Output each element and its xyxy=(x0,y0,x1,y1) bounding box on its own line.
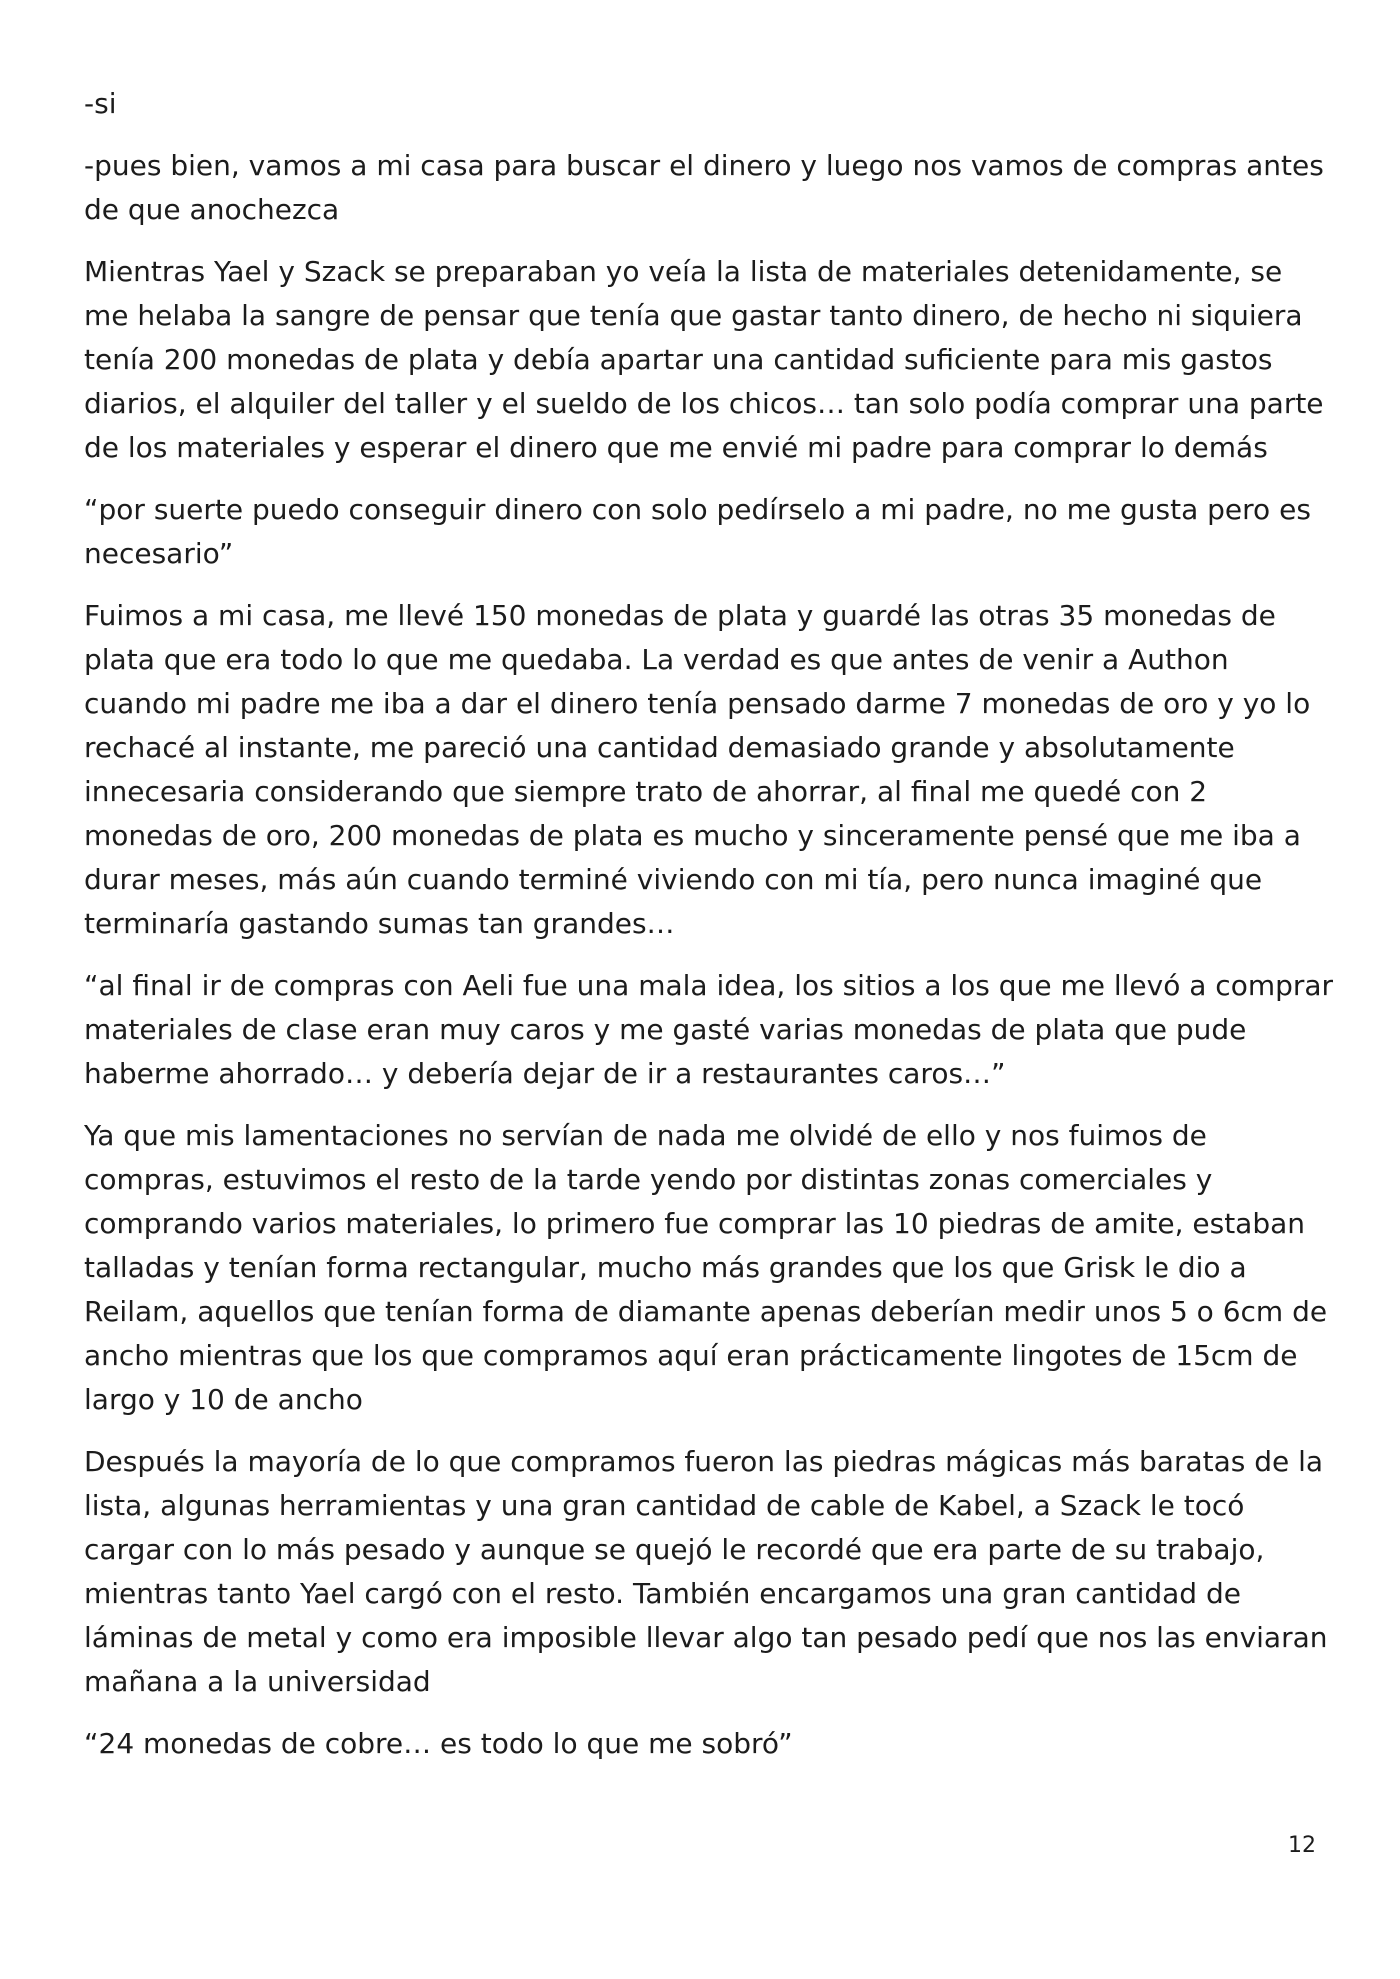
text-body xyxy=(84,82,1334,1784)
paragraph: “por suerte puedo conseguir dinero con solo pedírselo a mi padre, no me gusta pero es necesario” xyxy=(84,493,1311,570)
paragraph: -pues bien, vamos a mi casa para buscar el dinero y luego nos vamos de compras antes de que anochezca xyxy=(84,149,1324,226)
page-number: 12 xyxy=(1288,1833,1316,1858)
paragraph: Mientras Yael y Szack se preparaban yo veía la lista de materiales detenidamente, se me helaba la sangre de pensar que tenía que gastar tanto dinero, de hecho ni siquiera tenía 200 monedas de plata y debía apartar una cantidad suficiente para mis gastos diarios, el alquiler del taller y el sueldo de los chicos… tan solo podía comprar una parte de los materiales y esperar el dinero que me envié mi padre para comprar lo demás xyxy=(84,255,1324,464)
paragraph: “24 monedas de cobre… es todo lo que me sobró” xyxy=(84,1727,793,1760)
paragraph: Fuimos a mi casa, me llevé 150 monedas de plata y guardé las otras 35 monedas de plata que era todo lo que me quedaba. La verdad es que antes de venir a Authon cuando mi padre me iba a dar el dinero tenía pensado darme 7 monedas de oro y yo lo rechacé al instante, me pareció una cantidad demasiado grande y absolutamente innecesaria considerando que siempre trato de ahorrar, al final me quedé con 2 monedas de oro, 200 monedas de plata es mucho y sinceramente pensé que me iba a durar meses, más aún cuando terminé viviendo con mi tía, pero nunca imaginé que terminaría gastando sumas tan grandes… xyxy=(84,599,1311,940)
paragraph: Después la mayoría de lo que compramos fueron las piedras mágicas más baratas de la lista, algunas herramientas y una gran cantidad de cable de Kabel, a Szack le tocó cargar con lo más pesado y aunque se quejó le recordé que era parte de su trabajo, mientras tanto Yael cargó con el resto. También encargamos una gran cantidad de láminas de metal y como era imposible llevar algo tan pesado pedí que nos las enviaran mañana a la universidad xyxy=(84,1445,1328,1698)
paragraph: -si xyxy=(84,87,117,120)
paragraph: “al final ir de compras con Aeli fue una mala idea, los sitios a los que me llevó a comprar materiales de clase eran muy caros y me gasté varias monedas de plata que pude haberme ahorrado… y debería dejar de ir a restaurantes caros…” xyxy=(84,969,1334,1090)
paragraph: Ya que mis lamentaciones no servían de nada me olvidé de ello y nos fuimos de compras, estuvimos el resto de la tarde yendo por distintas zonas comerciales y comprando varios materiales, lo primero fue comprar las 10 piedras de amite, estaban talladas y tenían forma rectangular, mucho más grandes que los que Grisk le dio a Reilam, aquellos que tenían forma de diamante apenas deberían medir unos 5 o 6cm de ancho mientras que los que compramos aquí eran prácticamente lingotes de 15cm de largo y 10 de ancho xyxy=(84,1119,1328,1416)
